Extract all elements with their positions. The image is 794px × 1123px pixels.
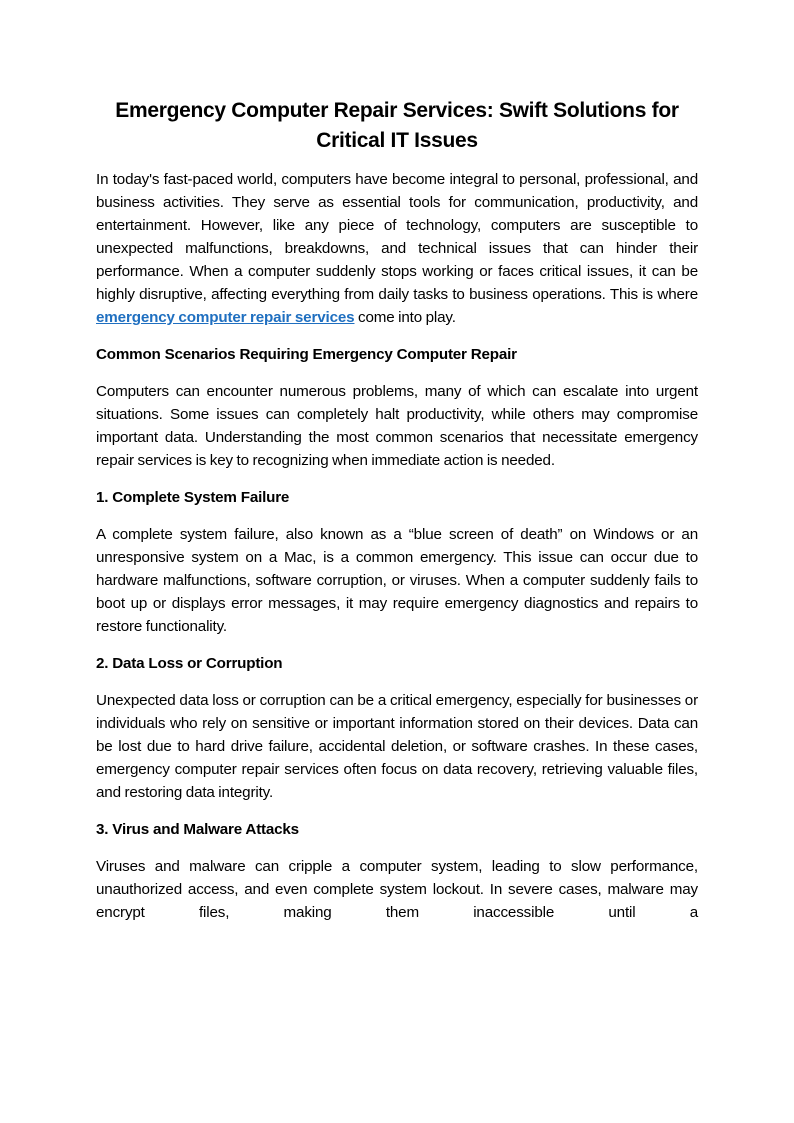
section-heading-virus-malware: 3. Virus and Malware Attacks: [96, 821, 299, 838]
section-heading-data-loss: 2. Data Loss or Corruption: [96, 655, 283, 672]
intro-text-after-link: come into play.: [354, 309, 456, 326]
section-heading-system-failure: 1. Complete System Failure: [96, 489, 290, 506]
intro-text-before-link: In today's fast-paced world, computers have become integral to personal, professional, and business activities. They serve as essential tools for communication, productivity, and entertainment. However, like any piece of technology, computers are susceptible to unexpected malfunctions, breakdowns, and technical issues that can hinder their performance. When a computer suddenly stops working or faces critical issues, it can be highly disruptive, affecting everything from daily tasks to business operations. This is where: [96, 171, 698, 303]
section-paragraph-system-failure: A complete system failure, also known as a “blue screen of death” on Windows or an unresponsive system on a Mac, is a common emergency. This issue can occur due to hardware malfunctions, software corruption, or viruses. When a computer suddenly fails to boot up or displays error messages, it may require emergency diagnostics and repairs to restore functionality.: [96, 526, 698, 635]
emergency-repair-services-link[interactable]: emergency computer repair services: [96, 309, 355, 326]
document-title: Emergency Computer Repair Services: Swift Solutions for Critical IT Issues: [115, 99, 679, 152]
section-heading-common-scenarios: Common Scenarios Requiring Emergency Computer Repair: [96, 346, 517, 363]
section-paragraph-data-loss: Unexpected data loss or corruption can be a critical emergency, especially for businesses or individuals who rely on sensitive or important information stored on their devices. Data can be lost due to hard drive failure, accidental deletion, or software crashes. In these cases, emergency computer repair services often focus on data recovery, retrieving valuable files, and restoring data integrity.: [96, 692, 698, 801]
section-paragraph-common-scenarios: Computers can encounter numerous problems, many of which can escalate into urgent situations. Some issues can completely halt productivity, while others may compromise important data. Understanding the most common scenarios that necessitate emergency repair services is key to recognizing when immediate action is needed.: [96, 383, 698, 469]
document-page: [96, 96, 698, 938]
section-paragraph-virus-malware: Viruses and malware can cripple a computer system, leading to slow performance, unauthorized access, and even complete system lockout. In severe cases, malware may encrypt files, making them inaccessible until a: [96, 858, 698, 921]
intro-paragraph: [96, 168, 698, 329]
